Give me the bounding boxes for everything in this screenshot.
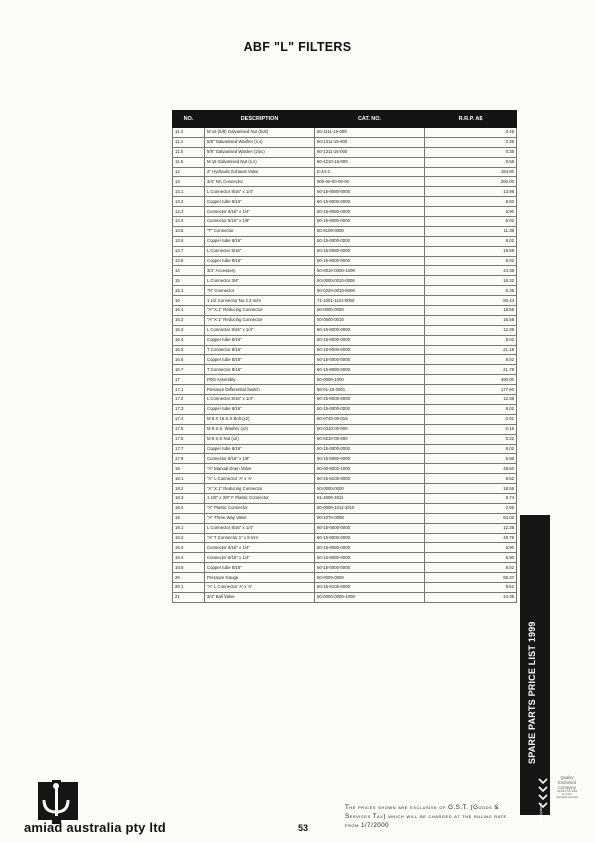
item-price: 19.58 [425,246,517,256]
item-price: 6.35 [425,286,517,296]
item-description: L Connector 8/16" x 1/4" [205,187,315,197]
item-description: "A" Three Way Valve [205,513,315,523]
table-row [173,484,517,494]
table-row [173,197,517,207]
item-description: "A" L Connector 'A' x 'A' [205,582,315,592]
item-description: 2" Hydraulic Exhaust Valve [205,167,315,177]
item-number: 16.1 [173,306,205,316]
item-price: 48.50 [425,464,517,474]
item-cat-no: 60-0220-0010-0000 [315,286,425,296]
column-header-cat-no: CAT. NO. [315,111,425,128]
item-description: 1 1/2 Connector No 2.3 m/m [205,296,315,306]
item-price: 21.18 [425,345,517,355]
item-number: 12 [173,167,205,177]
table-row [173,325,517,335]
item-number: 18.4 [173,503,205,513]
gst-notice: The prices shown are exclusive of G.S.T. (Goods & Services Tax) which will be charged at the ruling rate from 1/7/2000 [345,804,507,829]
item-description: 3/4" Ball Valve [205,592,315,602]
table-row [173,355,517,365]
item-cat-no: 60-15-0105-0000 [315,582,425,592]
item-cat-no: 61-4000-4011 [315,493,425,503]
stamp-line: Endorsed [558,780,576,785]
item-cat-no: 900-00-00-00-00 [315,177,425,187]
item-description: Copper tube 8/16" [205,256,315,266]
table-row [173,137,517,147]
table-row [173,157,517,167]
table-row [173,335,517,345]
item-number: 13 [173,177,205,187]
item-number: 16.2 [173,315,205,325]
item-number: 11.3 [173,128,205,138]
item-description: M 8 X 16 S.S Bolt (x2) [205,414,315,424]
item-price: 48.79 [425,533,517,543]
item-price: 0.35 [425,137,517,147]
item-description: "T" Connector [205,226,315,236]
item-number: 14 [173,266,205,276]
item-cat-no: 60-1311-15-000 [315,137,425,147]
item-cat-no: 60-15-0000-0000 [315,345,425,355]
item-number: 17.3 [173,404,205,414]
item-cat-no: 60-15-0080-0000 [315,454,425,464]
item-price: 12.38 [425,523,517,533]
item-price: 12.38 [425,325,517,335]
item-description: Connector 8/16" x 1/4" [205,553,315,563]
item-cat-no: 60-15-0000-0000 [315,444,425,454]
item-number: 13.1 [173,187,205,197]
item-description: Connector 8/16" x 1/4" [205,543,315,553]
item-number: 21 [173,592,205,602]
item-cat-no: 60-15-0000-0000 [315,563,425,573]
item-price: 260.00 [425,177,517,187]
item-number: 13.3 [173,207,205,217]
item-cat-no: 60-15-0080-0000 [315,217,425,227]
item-cat-no: 60-15-0080-0000 [315,365,425,375]
column-header-price: R.R.P. A$ [425,111,517,128]
item-cat-no: 60-15-0000-0000 [315,325,425,335]
table-row [173,464,517,474]
item-description: M 16 Galvanised Nut (s.s) [205,157,315,167]
item-price: 18.55 [425,306,517,316]
item-price: 0.58 [425,157,517,167]
table-row [173,582,517,592]
table-row [173,207,517,217]
table-row [173,573,517,583]
item-description: PDS Assembly [205,375,315,385]
item-description: Connector 8/16" x 1/4" [205,207,315,217]
item-cat-no: 50-00-0002-1000 [315,464,425,474]
item-cat-no: 60-15-0080-0000 [315,553,425,563]
table-row [173,375,517,385]
parts-price-table [172,110,517,603]
item-description: Copper tube 8/16" [205,404,315,414]
table-row [173,385,517,395]
item-price: 8.52 [425,474,517,484]
item-price: 84.02 [425,513,517,523]
item-price: 21.78 [425,365,517,375]
chevron-icon [538,802,548,809]
column-header-description: DESCRIPTION [205,111,315,128]
column-header-no: NO. [173,111,205,128]
item-description: T Connector 8/16" [205,345,315,355]
item-description: 3/4" Accessory [205,266,315,276]
item-description: Connector 8/16" x 1/8" [205,217,315,227]
item-price: 490.00 [425,375,517,385]
table-body [173,128,517,603]
stamp-line: Company [558,785,576,790]
item-description: "A" X 1" Reducing Connector [205,484,315,494]
item-cat-no: 60-0310-00-000 [315,424,425,434]
item-cat-no: 60-0000-1011-1010 [315,503,425,513]
table-row [173,503,517,513]
item-cat-no: 60-15-0000-0000 [315,197,425,207]
item-cat-no: 50-0000-0010 [315,315,425,325]
item-cat-no: 60-15-0000-0000 [315,256,425,266]
item-price: 8.02 [425,335,517,345]
item-cat-no: E-44-2 [315,167,425,177]
item-description: Copper tube 8/16" [205,335,315,345]
item-description: "A" X 1" Reducing Connector [205,306,315,316]
item-price: 8.02 [425,404,517,414]
page-number: 53 [298,823,309,833]
table-row [173,276,517,286]
table-row [173,226,517,236]
item-number: 19.3 [173,543,205,553]
item-number: 19.5 [173,563,205,573]
stamp-fine-print: Lic 1234 [562,793,572,796]
item-description: M 16 (5/8) Galvanised Nut (bolt) [205,128,315,138]
item-cat-no: 60-15-0000-0000 [315,355,425,365]
item-cat-no: 71-1001-1101-0000 [315,296,425,306]
chevron-icon [538,778,548,785]
item-cat-no: 60-15-0000-0000 [315,523,425,533]
item-description: Pressure Gauge [205,573,315,583]
item-number: 19.4 [173,553,205,563]
table-row [173,404,517,414]
item-number: 17.4 [173,414,205,424]
item-cat-no: 60-15-0080-0000 [315,207,425,217]
stamp-fine-print: AS/NZS ISO 9002 [556,790,578,793]
table-row [173,345,517,355]
item-cat-no: 50-0010-0000-1000 [315,266,425,276]
table-row [173,533,517,543]
table-row [173,167,517,177]
item-number: 17.7 [173,444,205,454]
item-cat-no: 60-15-0080-0000 [315,543,425,553]
item-number: 13.2 [173,197,205,207]
item-description: T Connector 8/16" [205,365,315,375]
table-row [173,128,517,138]
item-price: 0.16 [425,424,517,434]
item-price: 44.38 [425,592,517,602]
item-price: 6.90 [425,553,517,563]
chevron-icon [538,786,548,793]
table-header-row [173,111,517,128]
item-number: 16 [173,296,205,306]
item-cat-no: 60-1111-15-000 [315,128,425,138]
item-number: 13.8 [173,256,205,266]
item-price: 8.02 [425,563,517,573]
item-number: 20.1 [173,582,205,592]
table-row [173,246,517,256]
item-price: 80.44 [425,296,517,306]
item-cat-no: 60-1210-15-000 [315,157,425,167]
item-description: "A" X 1" Reducing Connector [205,315,315,325]
item-description: Copper tube 8/16" [205,444,315,454]
item-description: "A" L Connector 'A' x 'A' [205,474,315,484]
table-row [173,217,517,227]
item-number: 19 [173,513,205,523]
item-description: M 8 S.S Nut (x2) [205,434,315,444]
item-price: 184.00 [425,167,517,177]
item-description: L Connector 8/16" x 1/4" [205,395,315,405]
item-cat-no: 60-15-0105-0000 [315,474,425,484]
item-cat-no: 60-15-0000-0000 [315,395,425,405]
item-number: 17 [173,375,205,385]
item-description: L Connector 8/16" x 1/4" [205,523,315,533]
item-description: Copper tube 8/16" [205,236,315,246]
table-row [173,236,517,246]
stamp-fine-print: Standards Australia [556,796,578,799]
item-price: 6.02 [425,217,517,227]
table-row [173,592,517,602]
table-row [173,286,517,296]
item-number: 13.6 [173,236,205,246]
item-price: 0.35 [425,147,517,157]
item-description: M 8 S.S. Washer (x2) [205,424,315,434]
item-description: 5/8" Galvanised Washer (s.s) [205,137,315,147]
item-number: 18.3 [173,493,205,503]
item-cat-no: 60-15-0000-0000 [315,236,425,246]
table-row [173,474,517,484]
item-number: 18.2 [173,484,205,494]
item-description: 3/4" NC Connector [205,177,315,187]
item-number: 17.6 [173,434,205,444]
item-cat-no: 50-0109-0000 [315,226,425,236]
item-number: 16.7 [173,365,205,375]
table-row [173,493,517,503]
item-description: Copper tube 8/16" [205,355,315,365]
item-price: 8.02 [425,197,517,207]
table-row [173,296,517,306]
table-row [173,414,517,424]
item-description: 5/8" Galvanised Washer (zinc) [205,147,315,157]
table-row [173,177,517,187]
item-cat-no: 60-0000-0010-0000 [315,276,425,286]
item-price: 13.98 [425,187,517,197]
item-number: 20 [173,573,205,583]
item-price: 11.38 [425,226,517,236]
item-description: Connector 8/16" x 1/8" [205,454,315,464]
item-description: "N" Connector [205,286,315,296]
table-row [173,256,517,266]
item-price: 12.38 [425,395,517,405]
item-price: 18.55 [425,484,517,494]
item-number: 16.4 [173,335,205,345]
item-cat-no: 90-1070-0008 [315,513,425,523]
quality-system-label: Quality System [538,803,543,830]
item-description: "A" Plastic Connector [205,503,315,513]
item-description: L Connector 8/16" [205,246,315,256]
item-price: 59.37 [425,573,517,583]
item-cat-no: 60-1311-15-000 [315,147,425,157]
item-number: 16.6 [173,355,205,365]
item-description: 1 1/8" x 3/8" F Plastic Connector [205,493,315,503]
item-price: 16.32 [425,276,517,286]
item-cat-no: 60-0210-00-000 [315,434,425,444]
chevron-icon [538,794,548,801]
item-number: 18 [173,464,205,474]
item-price: 8.02 [425,444,517,454]
item-number: 13.5 [173,226,205,236]
item-description: "A" T Connector 1" x 8 mm [205,533,315,543]
item-price: 8.02 [425,256,517,266]
table-row [173,434,517,444]
item-price: 8.02 [425,236,517,246]
item-description: Pressure Differential Switch [205,385,315,395]
item-number: 15.1 [173,286,205,296]
stamp-line: Quality [560,775,574,780]
table-row [173,553,517,563]
item-number: 13.4 [173,217,205,227]
table-row [173,147,517,157]
item-cat-no: 60-15-0000-0000 [315,335,425,345]
item-cat-no: 50-0000-0000 [315,573,425,583]
table-row [173,543,517,553]
item-price: 2.56 [425,503,517,513]
item-number: 16.3 [173,325,205,335]
item-price: 6.88 [425,454,517,464]
table-row [173,365,517,375]
item-description: L Connector 8/16" x 1/4" [205,325,315,335]
table-row [173,513,517,523]
item-description: Copper tube 8/16" [205,197,315,207]
item-number: 11.4 [173,137,205,147]
table-row [173,315,517,325]
item-number: 19.2 [173,533,205,543]
item-cat-no: 50-0000-1000 [315,375,425,385]
item-price: 0.91 [425,414,517,424]
table-row [173,454,517,464]
banner-title: SPARE PARTS PRICE LIST 1999 [527,621,537,764]
item-price: 8.52 [425,582,517,592]
quality-endorsed-stamp [548,775,586,799]
item-cat-no: 50-0000-0000 [315,306,425,316]
item-number: 11.6 [173,157,205,167]
table-row [173,395,517,405]
table-row [173,563,517,573]
table-row [173,266,517,276]
item-cat-no: 50-0000-0000-1000 [315,592,425,602]
item-price: 0.49 [425,128,517,138]
table-row [173,306,517,316]
item-number: 17.1 [173,385,205,395]
item-number: 15 [173,276,205,286]
item-number: 17.5 [173,424,205,434]
item-cat-no: 60-15-0080-0000 [315,246,425,256]
page-title: ABF "L" FILTERS [243,40,352,54]
item-price: 6.90 [425,543,517,553]
item-number: 19.1 [173,523,205,533]
item-number: 18.1 [173,474,205,484]
company-name: amiad australia pty ltd [24,820,166,835]
item-cat-no: 60-15-0000-0000 [315,404,425,414]
item-number: 17.2 [173,395,205,405]
item-cat-no: 60-15-0000-0000 [315,533,425,543]
item-price: 6.90 [425,207,517,217]
table-row [173,444,517,454]
item-number: 17.8 [173,454,205,464]
item-cat-no: 96-01-10-0001 [315,385,425,395]
item-number: 11.5 [173,147,205,157]
item-cat-no: 50-0740-00-015 [315,414,425,424]
item-description: L Connector 3/4" [205,276,315,286]
item-description: "A" Manual Drain Valve [205,464,315,474]
item-price: 44.38 [425,266,517,276]
item-description: Copper tube 8/16" [205,563,315,573]
item-cat-no: 50-0000-0000 [315,484,425,494]
item-cat-no: 60-15-0080-0000 [315,187,425,197]
item-price: 8.02 [425,355,517,365]
table-row [173,187,517,197]
item-price: 16.58 [425,315,517,325]
item-price: 0.22 [425,434,517,444]
item-number: 16.5 [173,345,205,355]
table-row [173,424,517,434]
item-price: 177.60 [425,385,517,395]
table-row [173,523,517,533]
item-price: 8.74 [425,493,517,503]
item-number: 13.7 [173,246,205,256]
